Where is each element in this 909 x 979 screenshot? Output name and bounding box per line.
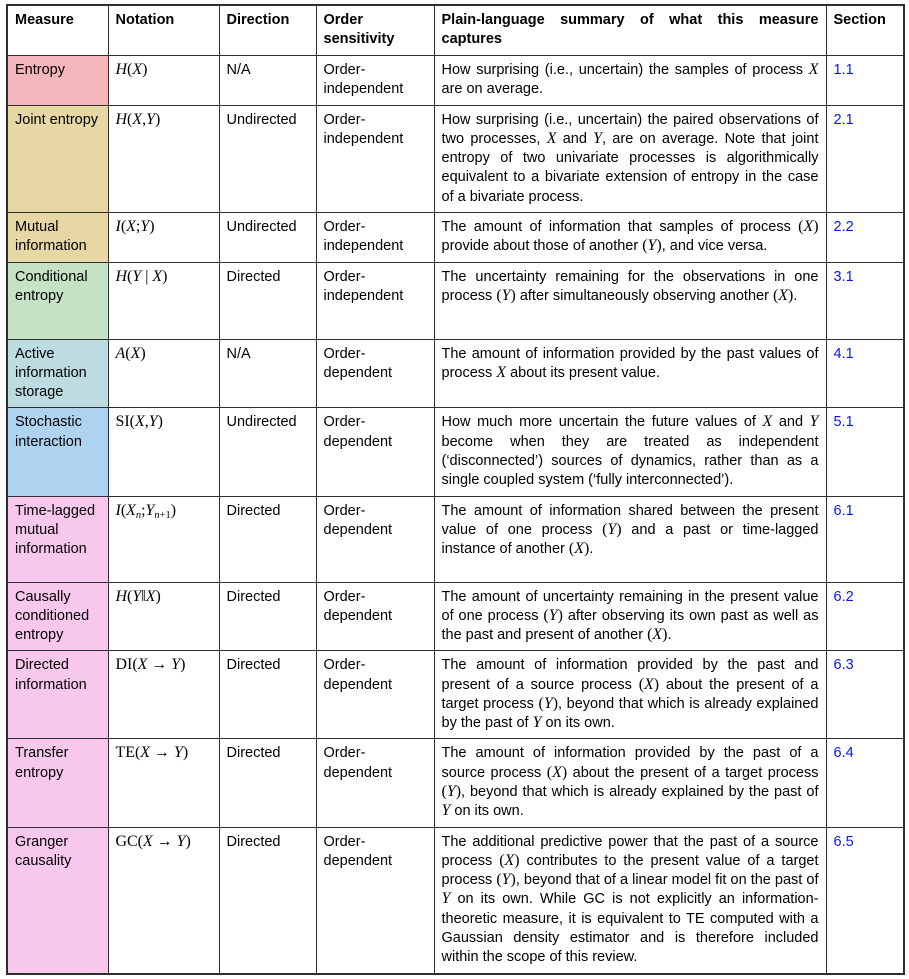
order-sensitivity-cell: Order-dependent <box>316 496 434 582</box>
table-row <box>7 212 904 262</box>
section-cell <box>826 339 904 408</box>
col-header-measure: Measure <box>7 5 108 55</box>
table-row <box>7 262 904 339</box>
order-sensitivity-cell: Order-dependent <box>316 339 434 408</box>
section-link[interactable]: 4.1 <box>833 345 854 362</box>
order-sensitivity-cell: Order-independent <box>316 212 434 262</box>
col-header-direction: Direction <box>219 5 316 55</box>
section-cell <box>826 262 904 339</box>
direction-cell: Directed <box>219 651 316 739</box>
table-row <box>7 55 904 105</box>
header-row <box>7 5 904 55</box>
table-row <box>7 496 904 582</box>
order-sensitivity-cell: Order-independent <box>316 55 434 105</box>
measure-cell: Active information storage <box>7 339 108 408</box>
col-header-summary: Plain-language summary of what this measure captures <box>434 5 826 55</box>
order-sensitivity-cell: Order-dependent <box>316 582 434 651</box>
table-row <box>7 582 904 651</box>
section-link[interactable]: 1.1 <box>833 61 854 78</box>
measure-cell: Causally conditioned entropy <box>7 582 108 651</box>
summary-cell: The amount of information provided by the past of a source process (X) about the present of a target process (Y), beyond that which is already explained by the past of Y on its own. <box>434 739 826 827</box>
direction-cell: Directed <box>219 582 316 651</box>
section-cell <box>826 408 904 496</box>
summary-cell: The amount of uncertainty remaining in the present value of one process (Y) after observing its own past as well as the past and present of another (X). <box>434 582 826 651</box>
section-link[interactable]: 6.2 <box>833 588 854 605</box>
direction-cell: N/A <box>219 55 316 105</box>
order-sensitivity-cell: Order-dependent <box>316 408 434 496</box>
summary-cell: How surprising (i.e., uncertain) the samples of process X are on average. <box>434 55 826 105</box>
section-link[interactable]: 2.2 <box>833 218 854 235</box>
notation-cell: DI(X → Y) <box>108 651 219 739</box>
table-row <box>7 408 904 496</box>
notation-cell: $I(X_n;Y_{n+1})$ <box>108 496 219 582</box>
direction-cell: Directed <box>219 496 316 582</box>
table-row <box>7 339 904 408</box>
measure-cell: Entropy <box>7 55 108 105</box>
measure-cell: Granger causality <box>7 827 108 973</box>
direction-cell: N/A <box>219 339 316 408</box>
notation-cell: H(X,Y) <box>108 105 219 212</box>
section-link[interactable]: 6.3 <box>833 657 854 674</box>
order-sensitivity-cell: Order-independent <box>316 262 434 339</box>
section-link[interactable]: 2.1 <box>833 111 854 128</box>
direction-cell: Undirected <box>219 105 316 212</box>
measure-cell: Mutual information <box>7 212 108 262</box>
section-cell <box>826 739 904 827</box>
table-row <box>7 651 904 739</box>
direction-cell: Directed <box>219 827 316 973</box>
measure-cell: Stochastic interaction <box>7 408 108 496</box>
measure-cell: Directed information <box>7 651 108 739</box>
summary-cell: The amount of information provided by the past and present of a source process (X) about the present of a target process (Y), beyond that which is already explained by the past of Y on its own. <box>434 651 826 739</box>
section-cell <box>826 582 904 651</box>
section-cell <box>826 827 904 973</box>
section-cell <box>826 55 904 105</box>
measures-table <box>6 4 905 975</box>
table-row <box>7 739 904 827</box>
summary-cell: The additional predictive power that the past of a source process (X) contributes to the present value of a target process (Y), beyond that of a linear model fit on the past of Y on its own. While GC is not explicitly an information-theoretic measure, it is equivalent to TE computed with a Gaussian density estimator and is therefore included within the scope of this review. <box>434 827 826 973</box>
notation-cell: H(Y | X) <box>108 262 219 339</box>
summary-cell: The amount of information that samples of process (X) provide about those of another (Y), and vice versa. <box>434 212 826 262</box>
notation-cell: A(X) <box>108 339 219 408</box>
measure-cell: Time-lagged mutual information <box>7 496 108 582</box>
section-cell <box>826 212 904 262</box>
order-sensitivity-cell: Order-independent <box>316 105 434 212</box>
direction-cell: Undirected <box>219 212 316 262</box>
table-row <box>7 827 904 973</box>
measure-cell: Transfer entropy <box>7 739 108 827</box>
measure-cell: Joint entropy <box>7 105 108 212</box>
section-link[interactable]: 3.1 <box>833 268 854 285</box>
notation-cell: H(X) <box>108 55 219 105</box>
summary-cell: The amount of information provided by the past values of process X about its present value. <box>434 339 826 408</box>
notation-cell: GC(X → Y) <box>108 827 219 973</box>
measure-cell: Conditional entropy <box>7 262 108 339</box>
notation-cell: TE(X → Y) <box>108 739 219 827</box>
section-link[interactable]: 5.1 <box>833 414 854 431</box>
notation-cell: H(Y‖X) <box>108 582 219 651</box>
summary-cell: How surprising (i.e., uncertain) the paired observations of two processes, X and Y, are on average. Note that joint entropy of two univariate processes is algorithmically equivalent to a bivariate extension of entropy in the case of a bivariate process. <box>434 105 826 212</box>
col-header-notation: Notation <box>108 5 219 55</box>
direction-cell: Directed <box>219 262 316 339</box>
order-sensitivity-cell: Order-dependent <box>316 739 434 827</box>
direction-cell: Undirected <box>219 408 316 496</box>
col-header-order-sensitivity: Order sensitivity <box>316 5 434 55</box>
section-link[interactable]: 6.1 <box>833 502 854 519</box>
section-cell <box>826 496 904 582</box>
section-cell <box>826 105 904 212</box>
order-sensitivity-cell: Order-dependent <box>316 651 434 739</box>
notation-cell: SI(X,Y) <box>108 408 219 496</box>
section-link[interactable]: 6.4 <box>833 745 854 762</box>
section-cell <box>826 651 904 739</box>
section-link[interactable]: 6.5 <box>833 833 854 850</box>
summary-cell: The uncertainty remaining for the observations in one process (Y) after simultaneously observing another (X). <box>434 262 826 339</box>
summary-cell: How much more uncertain the future values of X and Y become when they are treated as independent (‘disconnected’) sources of dynamics, rather than as a single coupled system (‘fully interconnected’). <box>434 408 826 496</box>
order-sensitivity-cell: Order-dependent <box>316 827 434 973</box>
direction-cell: Directed <box>219 739 316 827</box>
table-row <box>7 105 904 212</box>
summary-cell: The amount of information shared between the present value of one process (Y) and a past or time-lagged instance of another (X). <box>434 496 826 582</box>
notation-cell: I(X;Y) <box>108 212 219 262</box>
col-header-section: Section <box>826 5 904 55</box>
